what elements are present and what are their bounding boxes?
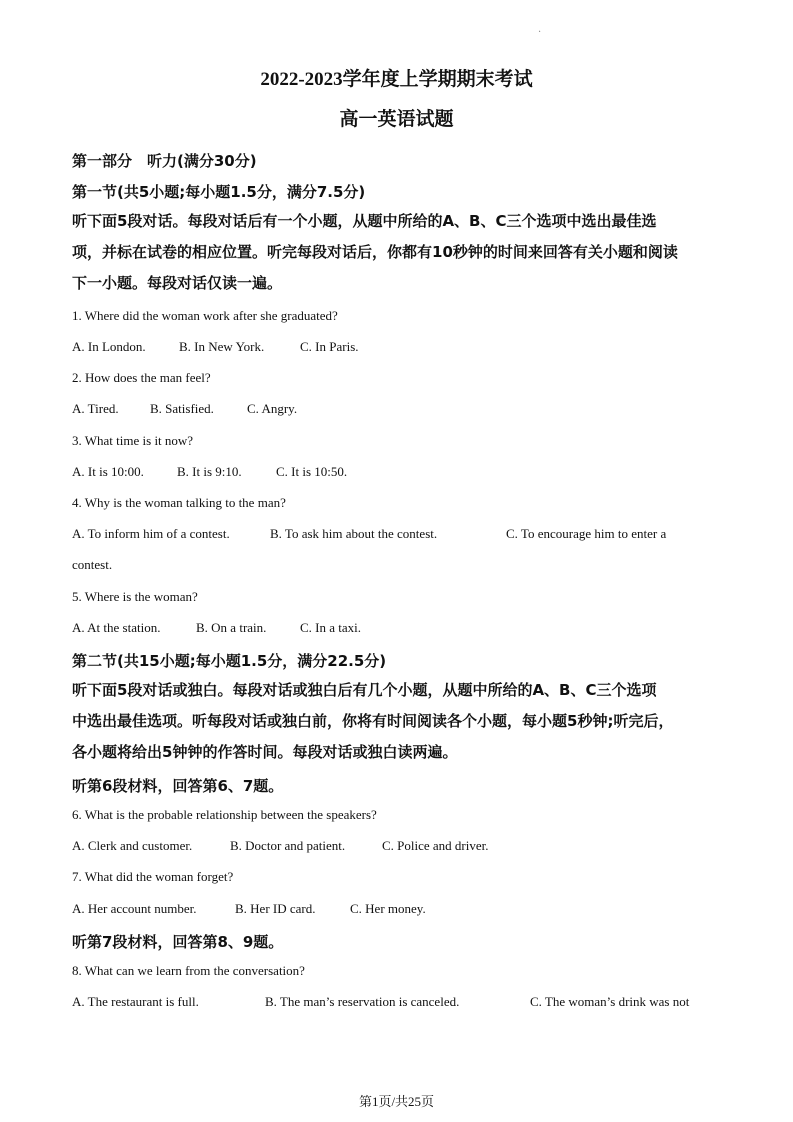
- page-number: 第1页/共25页: [358, 1094, 435, 1109]
- question-7: 7. What did the woman forget?: [72, 869, 234, 884]
- section1-heading: 第一节(共5小题;每小题1.5分，满分7.5分): [72, 183, 366, 201]
- instruction-line: 听下面5段对话。每段对话后有一个小题，从题中所给的A、B、C三个选项中选出最佳选: [72, 212, 657, 230]
- question-3: 3. What time is it now?: [72, 433, 194, 448]
- q7-option-a: A. Her account number.: [72, 901, 197, 916]
- section1-instructions: [72, 206, 678, 299]
- q4-option-b: B. To ask him about the contest.: [270, 526, 438, 541]
- q2-option-a: A. Tired.: [72, 401, 119, 416]
- q2-option-c: C. Angry.: [247, 401, 298, 416]
- q8-option-c: C. The woman’s drink was not: [530, 994, 690, 1009]
- question-8: 8. What can we learn from the conversation?: [72, 963, 305, 978]
- q6-option-c: C. Police and driver.: [382, 838, 489, 853]
- q7-option-b: B. Her ID card.: [235, 901, 316, 916]
- instruction-line: 听下面5段对话或独白。每段对话或独白后有几个小题，从题中所给的A、B、C三个选项: [72, 681, 657, 699]
- q8-option-a: A. The restaurant is full.: [72, 994, 199, 1009]
- q7-option-c: C. Her money.: [350, 901, 426, 916]
- instruction-line: 项，并标在试卷的相应位置。听完每段对话后，你都有10秒钟的时间来回答有关小题和阅读: [72, 243, 678, 261]
- q3-option-a: A. It is 10:00.: [72, 464, 144, 479]
- q6-option-b: B. Doctor and patient.: [230, 838, 346, 853]
- q5-option-c: C. In a taxi.: [300, 620, 362, 635]
- q4-option-c: C. To encourage him to enter a: [506, 526, 667, 541]
- q1-option-a: A. In London.: [72, 339, 146, 354]
- q5-option-a: A. At the station.: [72, 620, 161, 635]
- part1-heading: 第一部分 听力(满分30分): [72, 152, 257, 170]
- instruction-line: 中选出最佳选项。听每段对话或独白前，你将有时间阅读各个小题，每小题5秒钟;听完后，: [72, 712, 674, 730]
- q1-option-c: C. In Paris.: [300, 339, 359, 354]
- question-6: 6. What is the probable relationship between the speakers?: [72, 807, 377, 822]
- q3-option-c: C. It is 10:50.: [276, 464, 348, 479]
- question-5: 5. Where is the woman?: [72, 589, 198, 604]
- material-6-heading: 听第6段材料，回答第6、7题。: [72, 777, 284, 795]
- q1-option-b: B. In New York.: [179, 339, 265, 354]
- q3-option-b: B. It is 9:10.: [177, 464, 242, 479]
- exam-subtitle: 高一英语试题: [339, 108, 454, 130]
- q2-option-b: B. Satisfied.: [150, 401, 214, 416]
- question-1: 1. Where did the woman work after she graduated?: [72, 308, 338, 323]
- section2-heading: 第二节(共15小题;每小题1.5分，满分22.5分): [72, 652, 387, 670]
- instruction-line: 下一小题。每段对话仅读一遍。: [72, 274, 283, 292]
- instruction-line: 各小题将给出5钟钟的作答时间。每段对话或独白读两遍。: [72, 743, 458, 761]
- scan-dot: .: [538, 24, 542, 35]
- q6-option-a: A. Clerk and customer.: [72, 838, 193, 853]
- exam-title: 2022-2023学年度上学期期末考试: [260, 69, 533, 90]
- question-2: 2. How does the man feel?: [72, 370, 211, 385]
- q4-option-c-continued: contest.: [72, 557, 113, 572]
- q8-option-b: B. The man’s reservation is canceled.: [265, 994, 460, 1009]
- q5-option-b: B. On a train.: [196, 620, 267, 635]
- question-4: 4. Why is the woman talking to the man?: [72, 495, 286, 510]
- material-7-heading: 听第7段材料，回答第8、9题。: [72, 933, 284, 951]
- section2-instructions: [72, 675, 673, 768]
- q4-option-a: A. To inform him of a contest.: [72, 526, 230, 541]
